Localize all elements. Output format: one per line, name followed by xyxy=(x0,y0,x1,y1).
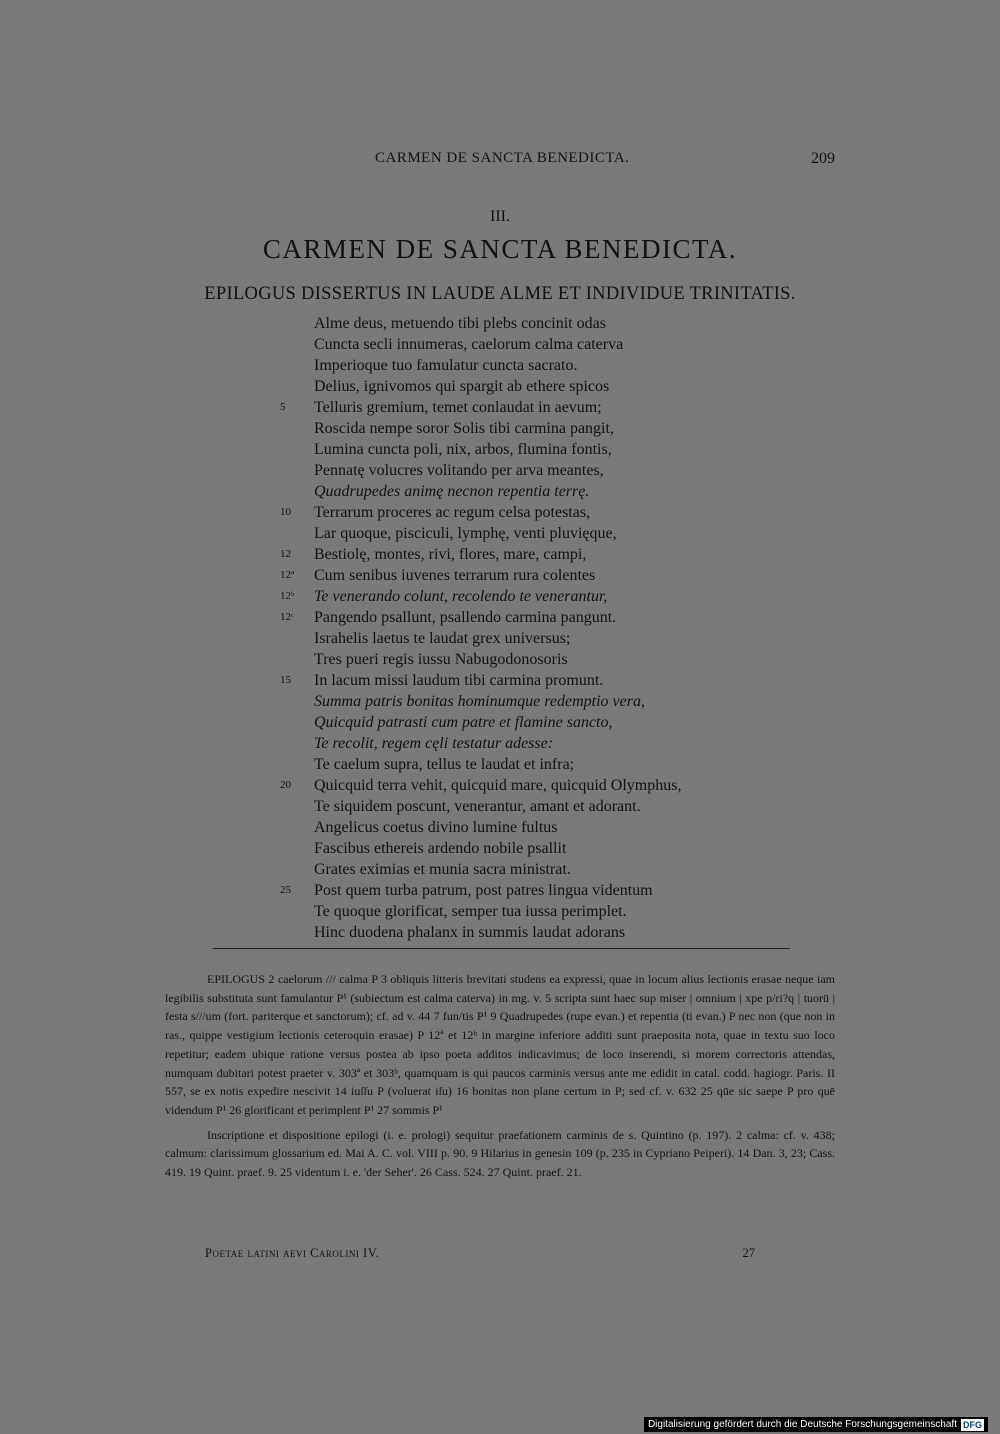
verse-text: Delius, ignivomos qui spargit ab ethere spicos xyxy=(314,378,610,395)
verse-number: 5 xyxy=(280,401,286,413)
verse-line xyxy=(280,691,840,712)
verse-text: Te recolit, regem cęli testatur adesse: xyxy=(314,735,554,752)
series-title: Poetae latini aevi Carolini IV. xyxy=(205,1246,380,1260)
verse-line xyxy=(280,733,840,754)
verse-line xyxy=(280,796,840,817)
verse-line xyxy=(280,439,840,460)
verse-text: Israhelis laetus te laudat grex universus; xyxy=(314,630,571,647)
page-footer xyxy=(205,1246,755,1266)
page-number: 209 xyxy=(811,150,835,167)
verse-text: Angelicus coetus divino lumine fultus xyxy=(314,819,558,836)
verse-text: Lumina cuncta poli, nix, arbos, flumina fontis, xyxy=(314,441,612,458)
verse-text: Quicquid patrasti cum patre et flamine sancto, xyxy=(314,714,613,731)
verse-text: Cum senibus iuvenes terrarum rura colentes xyxy=(314,567,596,584)
sheet-signature: 27 xyxy=(742,1246,755,1260)
verse-text: Pangendo psallunt, psallendo carmina pangunt. xyxy=(314,609,617,626)
verse-line xyxy=(280,817,840,838)
verse-text: Alme deus, metuendo tibi plebs concinit odas xyxy=(314,315,606,332)
verse-text: Quicquid terra vehit, quicquid mare, quicquid Olymphus, xyxy=(314,777,682,794)
verse-text: Bestiolę, montes, rivi, flores, mare, campi, xyxy=(314,546,587,563)
verse-line xyxy=(280,670,840,691)
poem-title: CARMEN DE SANCTA BENEDICTA. xyxy=(262,234,738,264)
source-notes: Inscriptione et dispositione epilogi (i. e. prologi) sequitur praefationem carminis de s. Quintino (p. 197). 2 calma: cf. v. 438; calmum: clarissimum glossarium ed. Mai A. C. vol. VIII p. 90. 9 Hilarius in genesin 109 (p. 235 in Cypriano Peiperi). 14 Dan. 3, 23; Cass. 419. 19 Quint. praef. 9. 25 videntum i. e. 'der Seher'. 26 Cass. 524. 27 Quint. praef. 21. xyxy=(165,1127,835,1180)
verse-line xyxy=(280,586,840,607)
verse-line xyxy=(280,754,840,775)
dfg-banner[interactable] xyxy=(644,1417,988,1432)
verse-text: Te quoque glorificat, semper tua iussa perimplet. xyxy=(314,903,627,920)
verse-line xyxy=(280,523,840,544)
verse-line xyxy=(280,649,840,670)
verse-text: Terrarum proceres ac regum celsa potestas, xyxy=(314,504,591,521)
verse-line xyxy=(280,628,840,649)
verse-text: Quadrupedes animę necnon repentia terrę. xyxy=(314,483,590,500)
verse-number: 20 xyxy=(280,779,291,791)
verse-line xyxy=(280,313,840,334)
verse-text: Grates eximias et munia sacra ministrat. xyxy=(314,861,571,878)
running-title: CARMEN DE SANCTA BENEDICTA. xyxy=(375,150,630,166)
verse-text: In lacum missi laudum tibi carmina promunt. xyxy=(314,672,604,689)
verse-line xyxy=(280,712,840,733)
verse-line xyxy=(280,607,840,628)
verse-number: 15 xyxy=(280,674,291,686)
poem-subtitle: EPILOGUS DISSERTUS IN LAUDE ALME ET INDIVIDUE TRINITATIS. xyxy=(204,284,796,304)
verse-line xyxy=(280,901,840,922)
verse-number: 12ᶜ xyxy=(280,611,294,623)
banner-text: Digitalisierung gefördert durch die Deutsche Forschungsgemeinschaft xyxy=(647,1419,957,1430)
verse-number: 12 xyxy=(280,548,291,560)
verse-text: Te venerando colunt, recolendo te venerantur, xyxy=(314,588,608,605)
verse-text: Telluris gremium, temet conlaudat in aevum; xyxy=(314,399,602,416)
verse-text: Fascibus ethereis ardendo nobile psallit xyxy=(314,840,567,857)
verse-text: Summa patris bonitas hominumque redemptio vera, xyxy=(314,693,645,710)
verse-number: 12ª xyxy=(280,569,295,581)
verse-line xyxy=(280,397,840,418)
critical-apparatus xyxy=(165,970,835,1182)
verse-line xyxy=(280,880,840,901)
poem-body xyxy=(280,313,840,943)
verse-text: Tres pueri regis iussu Nabugodonosoris xyxy=(314,651,568,668)
verse-line xyxy=(280,922,840,943)
verse-text: Roscida nempe soror Solis tibi carmina pangit, xyxy=(314,420,614,437)
verse-line xyxy=(280,355,840,376)
verse-number: 25 xyxy=(280,884,291,896)
verse-line xyxy=(280,502,840,523)
footnote-rule xyxy=(213,948,790,949)
verse-text: Hinc duodena phalanx in summis laudat adorans xyxy=(314,924,626,941)
verse-text: Lar quoque, pisciculi, lymphę, venti pluvięque, xyxy=(314,525,617,542)
verse-line xyxy=(280,859,840,880)
verse-text: Pennatę volucres volitando per arva meantes, xyxy=(314,462,604,479)
verse-line xyxy=(280,481,840,502)
section-number: III. xyxy=(490,208,510,225)
verse-line xyxy=(280,565,840,586)
verse-line xyxy=(280,418,840,439)
verse-line xyxy=(280,460,840,481)
verse-number: 10 xyxy=(280,506,291,518)
verse-line xyxy=(280,334,840,355)
verse-text: Te siquidem poscunt, venerantur, amant et adorant. xyxy=(314,798,641,815)
verse-number: 12ᵇ xyxy=(280,590,295,602)
verse-text: Imperioque tuo famulatur cuncta sacrato. xyxy=(314,357,578,374)
verse-line xyxy=(280,376,840,397)
verse-text: Post quem turba patrum, post patres lingua videntum xyxy=(314,882,653,899)
verse-line xyxy=(280,838,840,859)
verse-text: Te caelum supra, tellus te laudat et infra; xyxy=(314,756,575,773)
verse-line xyxy=(280,775,840,796)
apparatus-notes: EPILOGUS 2 caelorum /// calma P 3 obliquis litteris brevitati studens ea expressi, quae in locum alius lectionis erasae neque iam legibilis substituta sunt famulantur P¹ (subiectum est calma caterva) in mg. v. 5 scripta sunt haec sup miser | omnium | xpe p/ri?q | tuorū | festa s///um (fort. pariterque et sanctorum); cf. ad v. 44 7 fun/tis P¹ 9 Quadrupedes (rupe evan.) et repentia (ti evan.) P nec non (que non in ras., quippe vestigium lectionis ceteroquin erasae) P 12ª et 12ᵇ in margine inferiore additi sunt praeposita nota, quae in textu suo loco repetitur; eadem ubique ratione versus postea ab ipso poeta additos indicavimus; de loco inserendi, si morem correctoris attendas, numquam dubitari potest praeter v. 303ª et 303ᵇ, quamquam is qui paucos carminis versus ante me edidit in catal. codd. hagiogr. Paris. II 557, se ex notis expedire nescivit 14 iuſſu P (voluerat iſu) 16 bonitas non plane certum in P; sed cf. v. 632 25 qūe sic saepe P pro quē videndum P¹ 26 glorificant et perimplent P¹ 27 sommis P¹ xyxy=(165,972,835,1117)
verse-text: Cuncta secli innumeras, caelorum calma caterva xyxy=(314,336,624,353)
running-head xyxy=(165,150,835,172)
dfg-logo-icon: DFG xyxy=(963,1419,982,1430)
verse-line xyxy=(280,544,840,565)
